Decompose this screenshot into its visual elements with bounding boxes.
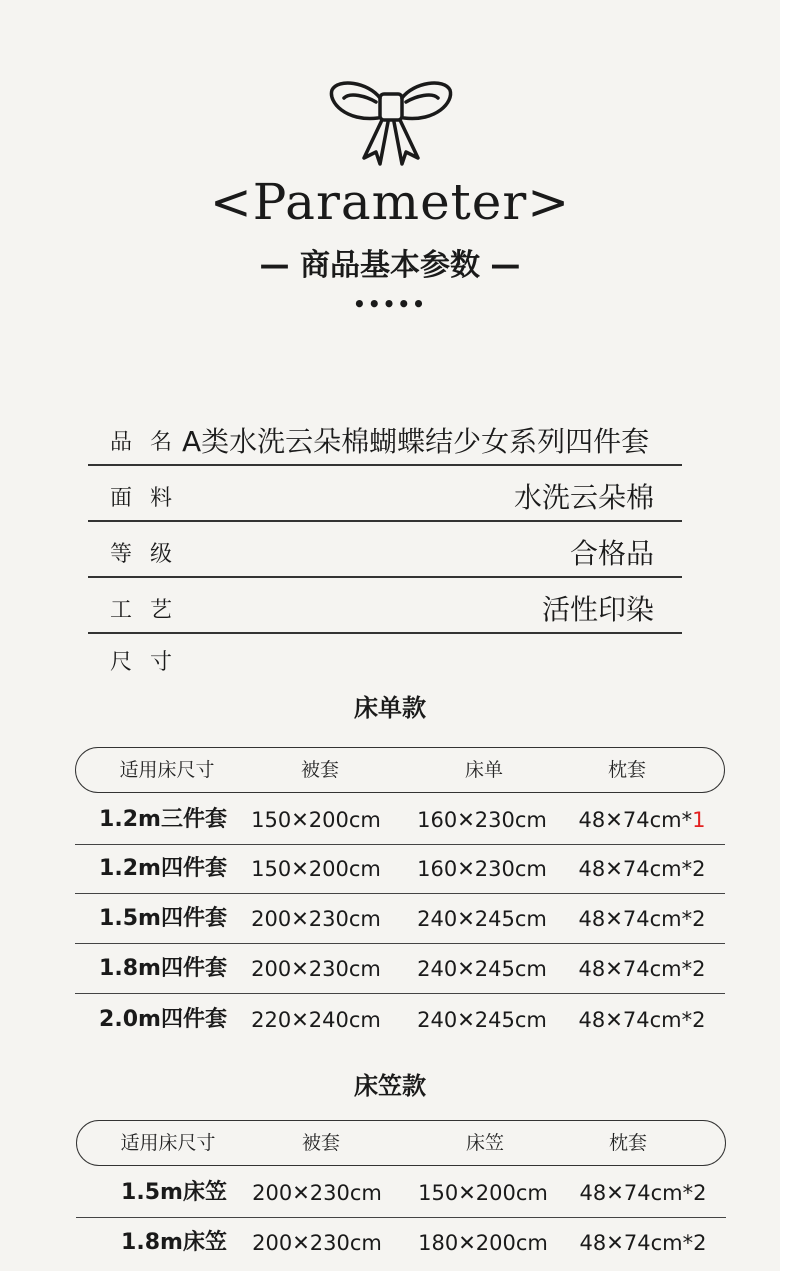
row-duvet: 200✕230cm [251, 907, 381, 931]
row-sheet: 240✕245cm [417, 957, 547, 981]
row-duvet: 150✕200cm [251, 808, 381, 832]
header-cell: 枕套 [607, 759, 646, 781]
info-value: 活性印染 [541, 593, 654, 626]
row-size: 1.5m床笠 [121, 1180, 227, 1205]
decorative-dots: ••••• [353, 292, 427, 316]
header-cell: 床笠 [465, 1132, 504, 1154]
info-value: 水洗云朵棉 [513, 481, 654, 514]
row-pillow-count: 1 [692, 808, 706, 832]
row-pillow: 48✕74cm*2 [578, 907, 706, 931]
row-size: 1.2m四件套 [99, 856, 227, 881]
row-pillow: 48✕74cm*2 [578, 957, 706, 981]
row-pillow-text: 48✕74cm* [578, 808, 693, 832]
info-label: 工艺 [110, 598, 191, 623]
table-row [75, 945, 725, 994]
info-label: 尺寸 [110, 650, 191, 675]
sheet-table-title: 床单款 [354, 694, 426, 722]
page-title: <Parameter> [209, 173, 571, 231]
info-value: 合格品 [569, 537, 654, 570]
row-size: 1.5m四件套 [99, 906, 227, 931]
info-label: 等级 [110, 542, 191, 567]
table-row [76, 1219, 726, 1267]
header-cell: 被套 [301, 1132, 340, 1154]
sheet-table-header [75, 747, 725, 793]
row-duvet: 200✕230cm [251, 957, 381, 981]
table-row [75, 845, 725, 894]
row-pillow [571, 796, 713, 844]
fitted-table-header [76, 1120, 726, 1166]
row-size: 1.2m三件套 [99, 807, 227, 832]
info-row-craft [88, 578, 682, 634]
bow-icon [328, 78, 454, 168]
fitted-table-title: 床笠款 [354, 1072, 426, 1100]
info-label: 面料 [110, 486, 191, 511]
header-cell: 适用床尺寸 [120, 1132, 216, 1154]
row-pillow: 48✕74cm*2 [578, 1008, 706, 1032]
header-cell: 被套 [300, 759, 339, 781]
info-label: 品名 [110, 430, 191, 455]
row-sheet: 240✕245cm [417, 907, 547, 931]
row-size: 1.8m床笠 [121, 1230, 227, 1255]
row-duvet: 220✕240cm [251, 1008, 381, 1032]
info-row-size [88, 630, 682, 684]
row-sheet: 240✕245cm [417, 1008, 547, 1032]
row-size: 2.0m四件套 [99, 1007, 227, 1032]
table-row [75, 796, 725, 845]
row-fitted: 150✕200cm [418, 1181, 548, 1205]
row-sheet: 160✕230cm [417, 808, 547, 832]
info-row-grade [88, 522, 682, 578]
table-row [75, 895, 725, 944]
row-pillow: 48✕74cm*2 [579, 1181, 707, 1205]
row-fitted: 180✕200cm [418, 1231, 548, 1255]
row-pillow: 48✕74cm*2 [579, 1231, 707, 1255]
info-row-name [88, 410, 682, 466]
info-row-fabric [88, 466, 682, 522]
row-pillow: 48✕74cm*2 [578, 857, 706, 881]
row-size: 1.8m四件套 [99, 956, 227, 981]
row-duvet: 200✕230cm [252, 1231, 382, 1255]
header-cell: 床单 [464, 759, 503, 781]
row-duvet: 200✕230cm [252, 1181, 382, 1205]
header-cell: 适用床尺寸 [119, 759, 215, 781]
page-edge [780, 0, 790, 1271]
table-row [75, 996, 725, 1044]
header-cell: 枕套 [608, 1132, 647, 1154]
row-sheet: 160✕230cm [417, 857, 547, 881]
page-subtitle: — 商品基本参数 — [259, 248, 521, 283]
info-value: A类水洗云朵棉蝴蝶结少女系列四件套 [182, 425, 650, 458]
row-duvet: 150✕200cm [251, 857, 381, 881]
table-row [76, 1169, 726, 1218]
